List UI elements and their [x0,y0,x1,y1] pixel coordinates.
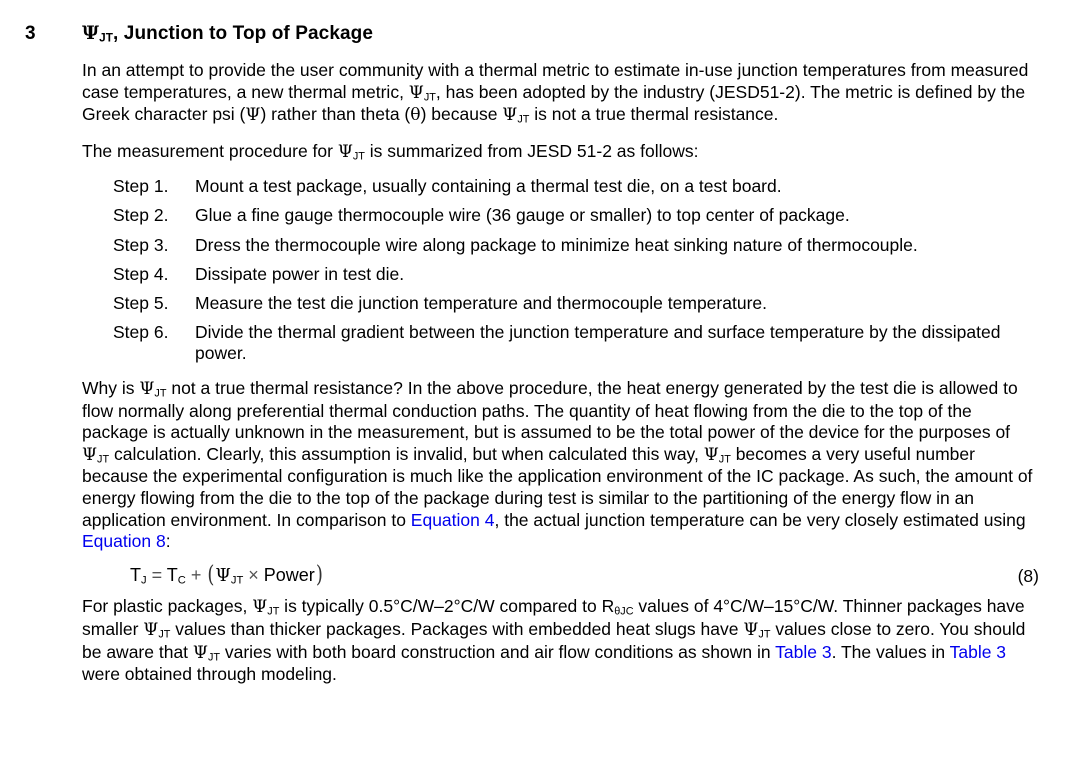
subscript: JT [230,574,244,587]
step-text: Measure the test die junction temperature and thermocouple temperature. [195,292,767,313]
step-item [113,235,1039,257]
paragraph-why-not-resistance [82,378,1039,553]
greek-symbol: θ [410,105,421,126]
subscript: JT [718,453,731,466]
subscript: JT [517,113,530,126]
paragraph-procedure-intro [82,141,1039,164]
text-segment: ) rather than theta ( [260,104,411,125]
text-segment: values than thicker packages. Packages with embedded heat slugs have [170,618,744,639]
text-segment: , the actual junction temperature can be very closely estimated using [494,509,1026,530]
text-segment: is not a true thermal resistance. [529,104,779,125]
step-label: Step 1. [113,176,169,197]
text-segment: + [185,564,207,585]
greek-symbol: Ψ [703,444,719,465]
section-number: 3 [25,23,36,44]
step-item [113,264,1039,286]
subscript: JT [154,387,167,400]
text-segment: = [146,564,167,585]
text-segment: calculation. Clearly, this assumption is invalid, but when calculated this way, [109,443,704,464]
equation-number: (8) [1017,565,1039,586]
greek-symbol: Ψ [245,105,261,126]
text-segment: ( [207,561,215,589]
section-heading-row [0,23,1074,45]
greek-symbol: Ψ [143,619,159,640]
equation-8 [82,561,1039,589]
step-text: Dress the thermocouple wire along package to minimize heat sinking nature of thermocouple. [195,234,918,255]
subscript: JT [423,90,436,103]
text-segment: not a true thermal resistance? In the above procedure, the heat energy generated by the test die is allowed to flow normally along preferential thermal conduction paths. The quantity of heat flowing from the die to the top of the package is actually unknown in the measurement, but is assumed to be the total power of the device for the purposes of [82,378,1018,443]
step-label: Step 6. [113,321,169,342]
text-segment: Power [263,564,315,585]
subscript: JT [207,650,220,663]
subscript: JT [97,453,110,466]
text-segment: : [165,531,171,552]
step-label: Step 3. [113,234,169,255]
subscript: J [141,574,147,587]
subscript: C [177,574,186,587]
text-segment: ) [315,561,323,589]
text-segment: were obtained through modeling. [82,664,337,685]
greek-symbol: Ψ [252,597,268,618]
greek-symbol: Ψ [502,105,518,126]
subscript: JT [99,31,114,45]
greek-symbol: Ψ [743,619,759,640]
step-item [113,293,1039,315]
procedure-steps [113,176,1039,365]
text-segment: The measurement procedure for [82,140,338,161]
greek-symbol: Ψ [82,23,100,44]
text-segment: T [130,564,141,585]
link-equation-4[interactable]: Equation 4 [410,509,495,530]
text-segment: T [166,564,178,585]
greek-symbol: Ψ [408,82,424,103]
text-segment: . The values in [831,641,950,662]
greek-symbol: Ψ [192,642,208,663]
equation-expression [82,561,324,589]
text-segment: × [243,564,264,585]
link-table-3[interactable]: Table 3 [775,641,832,662]
step-text: Glue a fine gauge thermocouple wire (36 gauge or smaller) to top center of package. [195,205,850,226]
paragraph-psi-jt-intro [82,60,1039,127]
greek-symbol: Ψ [82,444,98,465]
paragraph-plastic-packages [82,596,1039,685]
section-title [82,23,373,45]
greek-symbol: Ψ [139,379,155,400]
text-segment: is summarized from JESD 51-2 as follows: [364,140,699,161]
step-label: Step 5. [113,292,169,313]
greek-symbol: Ψ [337,141,353,162]
step-item [113,322,1039,365]
text-segment: Why is [82,378,140,399]
text-segment: For plastic packages, [82,596,253,617]
text-segment: values close to zero. You should be aware that [82,618,1026,662]
subscript: JT [267,605,280,618]
step-text: Dissipate power in test die. [195,263,405,284]
greek-symbol: Ψ [215,565,231,586]
step-item [113,205,1039,227]
text-segment: varies with both board construction and air flow conditions as shown in [220,641,776,662]
subscript: JT [758,628,771,641]
text-segment: becomes a very useful number because the experimental configuration is much like the application environment of the IC package. As such, the amount of energy flowing from the die to the top of the package during test is similar to the partitioning of the energy flow in an application environment. In comparison to [82,443,1033,530]
subscript: θJC [614,605,634,618]
subscript: JT [158,628,171,641]
link-table-3[interactable]: Table 3 [949,641,1007,662]
text-segment: ) because [420,104,503,125]
subscript: JT [352,150,365,163]
text-segment: In an attempt to provide the user community with a thermal metric to estimate in-use junction temperatures from measured case temperatures, a new thermal metric, [82,60,1029,102]
step-label: Step 2. [113,205,169,226]
step-item [113,176,1039,198]
link-equation-8[interactable]: Equation 8 [82,531,166,552]
step-label: Step 4. [113,263,169,284]
text-segment: is typically 0.5°C/W–2°C/W compared to R [279,596,615,617]
body-column [82,60,1039,686]
text-segment: , has been adopted by the industry (JESD51-2). The metric is defined by the Greek character psi ( [82,81,1026,125]
step-text: Mount a test package, usually containing a thermal test die, on a test board. [195,176,782,197]
step-text: Divide the thermal gradient between the junction temperature and surface temperature by the dissipated power. [195,321,1001,364]
text-segment: , Junction to Top of Package [113,23,374,44]
text-segment: values of 4°C/W–15°C/W. Thinner packages have smaller [82,596,1025,639]
